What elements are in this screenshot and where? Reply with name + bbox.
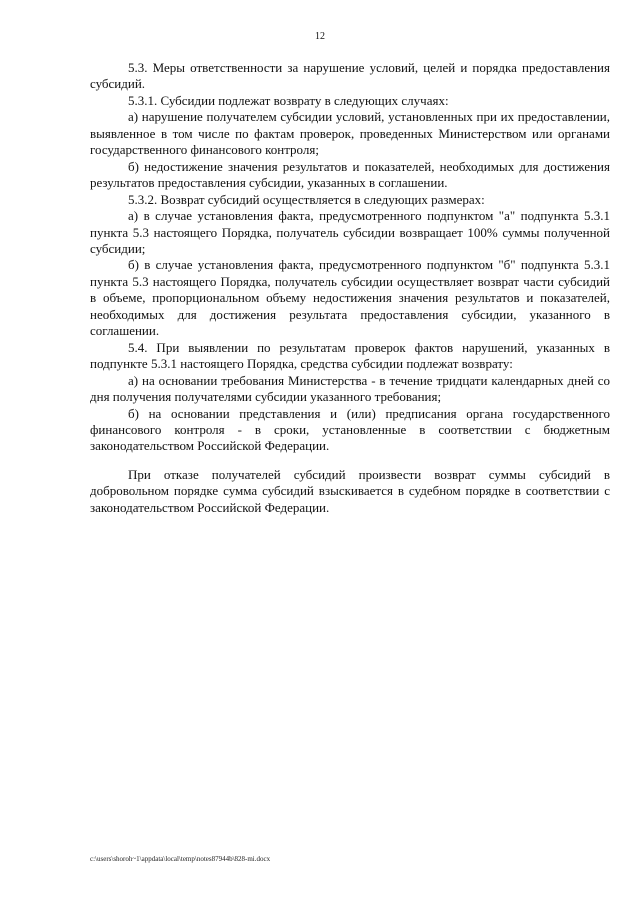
paragraph-5-4-b: б) на основании представления и (или) предписания органа государственного финансового контроля - в сроки, установленные в соответствии с бюджетным законодательством Российской Федерации. bbox=[90, 405, 610, 454]
footer-file-path: c:\users\shoroh~1\appdata\local\temp\notes87944b\828-mi.docx bbox=[90, 855, 271, 863]
page-number: 12 bbox=[315, 31, 325, 42]
paragraph-5-3-2: 5.3.2. Возврат субсидий осуществляется в следующих размерах: bbox=[128, 191, 485, 207]
paragraph-5-3-2-b: б) в случае установления факта, предусмотренного подпунктом "б" подпункта 5.3.1 пункта 5.3 настоящего Порядка, получатель субсидии осуществляет возврат части субсидий в объеме, пропорциональном объему недостижения значения результатов и показателей, необходимых для достижения результата предоставления субсидии, указанного в соглашении. bbox=[90, 257, 610, 339]
paragraph-5-3-1: 5.3.1. Субсидии подлежат возврату в следующих случаях: bbox=[128, 92, 449, 108]
paragraph-5-4-a: а) на основании требования Министерства - в течение тридцати календарных дней со дня получения получателями субсидии указанного требования; bbox=[90, 372, 610, 405]
document-body bbox=[90, 60, 610, 516]
paragraph-5-3: 5.3. Меры ответственности за нарушение условий, целей и порядка предоставления субсидий. bbox=[90, 60, 610, 92]
paragraph-refusal: При отказе получателей субсидий произвести возврат суммы субсидий в добровольном порядке сумма субсидий взыскивается в судебном порядке в соответствии с законодательством Российской Федерации. bbox=[90, 466, 610, 515]
paragraph-5-3-1-a: а) нарушение получателем субсидии условий, установленных при их предоставлении, выявленное в том числе по фактам проверок, проведенных Министерством или органами государственного финансового контроля; bbox=[90, 109, 610, 158]
paragraph-5-4: 5.4. При выявлении по результатам проверок фактов нарушений, указанных в подпункте 5.3.1 настоящего Порядка, средства субсидии подлежат возврату: bbox=[90, 339, 610, 372]
paragraph-5-3-2-a: а) в случае установления факта, предусмотренного подпунктом "а" подпункта 5.3.1 пункта 5.3 настоящего Порядка, получатель субсидии возвращает 100% суммы полученной субсидии; bbox=[90, 208, 610, 256]
paragraph-5-3-1-b: б) недостижение значения результатов и показателей, необходимых для достижения результатов предоставления субсидии, указанных в соглашении. bbox=[90, 158, 610, 191]
